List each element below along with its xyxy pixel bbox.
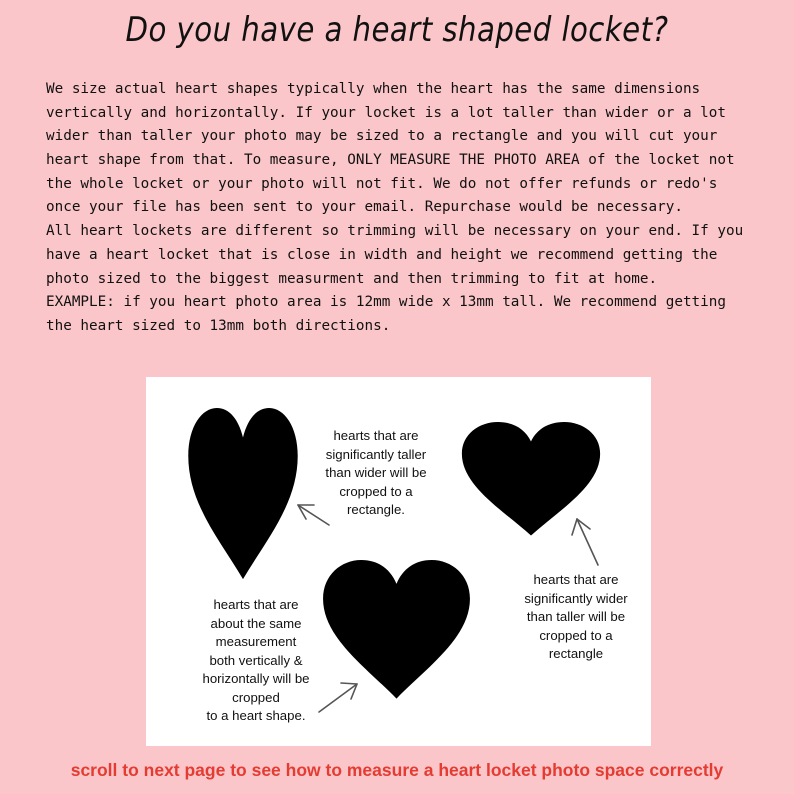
caption-line: cropped to a [339,483,413,499]
arrow-to-equal-heart-icon [319,683,357,712]
instructions-paragraph [46,78,766,339]
tall-heart-caption [316,427,436,520]
equal-heart-caption [191,596,321,726]
heart-diagram-panel [146,377,651,746]
caption-line: about the same [210,615,302,631]
caption-line: rectangle. [347,502,405,517]
paragraph-line: the heart sized to 13mm both directions. [46,317,391,334]
caption-line: horizontally will be [202,671,310,686]
caption-line: than taller will be [526,609,626,624]
caption-line: both vertically & [209,652,303,668]
page-title: Do you have a heart shaped locket? [125,10,669,50]
caption-line: to a heart shape. [206,708,306,723]
caption-line: hearts that are [333,428,419,443]
caption-line: hearts that are [213,597,299,612]
paragraph-line: vertically and horizontally. If your locket is a lot taller than wider or a lot [46,104,726,121]
paragraph-line: heart shape from that. To measure, ONLY MEASURE THE PHOTO AREA of the locket not [46,152,735,169]
caption-line: significantly wider [524,590,628,606]
tall-heart-icon [188,408,297,579]
wide-heart-caption [516,571,636,664]
paragraph-line: the whole locket or your photo will not fit. We do not offer refunds or redo's [46,175,718,192]
paragraph-line: EXAMPLE: if you heart photo area is 12mm wide x 13mm tall. We recommend getting [46,294,726,311]
paragraph-line: photo sized to the biggest measurment and then trimming to fit at home. [46,270,658,287]
equal-heart-icon [323,560,470,699]
caption-line: significantly taller [325,446,427,462]
paragraph-line: have a heart locket that is close in width and height we recommend getting the [46,246,718,263]
caption-line: hearts that are [533,572,619,587]
caption-line: measurement [215,634,297,649]
caption-line: cropped to a [539,627,613,643]
paragraph-line: wider than taller your photo may be sized to a rectangle and you will cut your [46,128,718,145]
footer-note: scroll to next page to see how to measure a heart locket photo space correctly [70,760,724,780]
arrow-to-wide-heart-icon [572,519,598,565]
caption-line: than wider will be [325,465,427,480]
caption-line: cropped [232,689,280,705]
paragraph-line: All heart lockets are different so trimming will be necessary on your end. If you [46,223,744,240]
paragraph-line: once your file has been sent to your email. Repurchase would be necessary. [46,199,683,216]
caption-line: rectangle [548,646,604,661]
paragraph-line: We size actual heart shapes typically when the heart has the same dimensions [46,81,701,97]
wide-heart-icon [462,422,600,535]
